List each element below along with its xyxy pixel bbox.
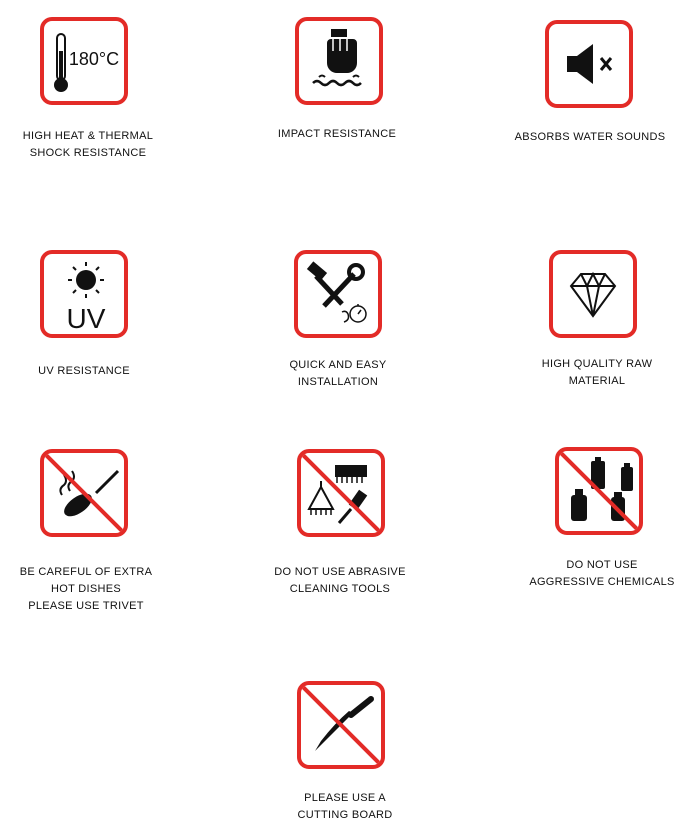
thermometer-icon [44,21,124,101]
feature-caption [243,357,433,391]
uv-label: UV [66,303,106,334]
temperature-label: 180°C [68,49,120,69]
speaker-mute-icon [549,24,629,104]
caption-line: MATERIAL [568,375,626,387]
feature-caption [507,557,686,591]
caption-line: CUTTING BOARD [297,809,393,821]
feature-caption [250,790,440,824]
caption-line: DO NOT USE ABRASIVE [274,566,406,578]
caption-line: PLEASE USE TRIVET [28,600,144,612]
caption-line: IMPACT RESISTANCE [277,128,397,140]
feature-caption [0,363,179,380]
no-hot-pan-icon [44,453,124,533]
caption-line: HIGH HEAT & THERMAL [22,130,154,142]
feature-icon-frame [294,250,382,338]
caption-line: CLEANING TOOLS [289,583,391,595]
caption-line: UV RESISTANCE [38,365,130,377]
feature-icon-frame [40,17,128,105]
feature-icon-frame [297,449,385,537]
feature-icon-frame [549,250,637,338]
caption-line: QUICK AND EASY [289,359,387,371]
caption-line: INSTALLATION [297,376,379,388]
no-knife-icon [301,685,381,765]
feature-icon-frame [295,17,383,105]
no-abrasive-tools-icon [301,453,381,533]
feature-caption [495,129,685,146]
caption-line: SHOCK RESISTANCE [29,147,147,159]
caption-line: AGGRESSIVE CHEMICALS [529,576,675,588]
feature-icon-frame [40,449,128,537]
tools-stopwatch-icon [298,254,378,334]
feature-caption [242,126,432,143]
feature-icon-frame [297,681,385,769]
no-chemicals-icon [559,451,639,531]
feature-icon-frame [555,447,643,535]
feature-caption [0,128,183,162]
fist-impact-icon [299,21,379,101]
diamond-icon [553,254,633,334]
feature-icon-frame [40,250,128,338]
feature-caption [502,356,686,390]
feature-icon-frame [545,20,633,108]
feature-caption [245,564,435,598]
caption-line: HIGH QUALITY RAW [541,358,653,370]
caption-line: ABSORBS WATER SOUNDS [514,131,666,143]
caption-line: HOT DISHES [50,583,122,595]
caption-line: BE CAREFUL OF EXTRA [19,566,153,578]
caption-line: DO NOT USE [566,559,638,571]
sun-uv-icon [44,254,124,334]
caption-line: PLEASE USE A [304,792,386,804]
feature-caption [0,564,181,615]
